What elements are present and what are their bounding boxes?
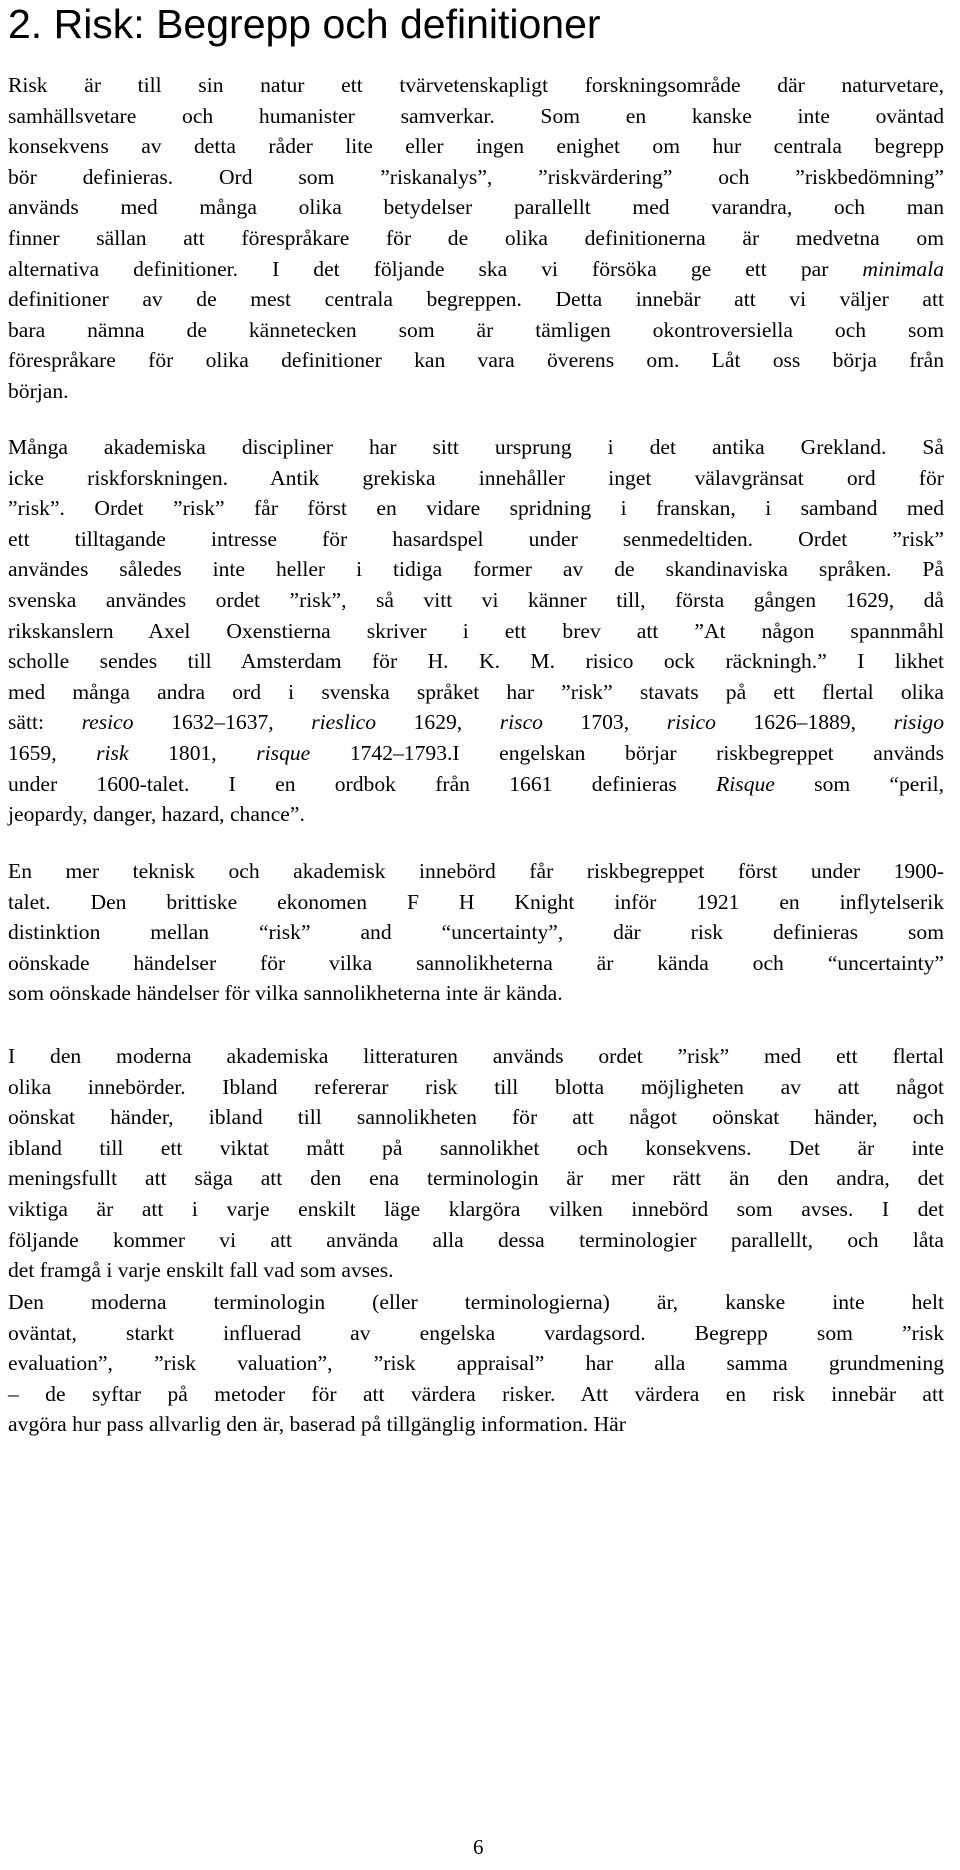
text-run: oväntat, starkt influerad av engelska vardagsord. Begrepp som ”risk <box>8 1320 944 1345</box>
paragraph-4-line <box>8 1072 944 1102</box>
text-run: samhällsvetare och humanister samverkar. Som en kanske inte oväntad <box>8 103 944 128</box>
paragraph-4-line <box>8 1102 944 1132</box>
text-run: konsekvens av detta råder lite eller ingen enighet om hur centrala begrepp <box>8 134 944 159</box>
text-run: användes således inte heller i tidiga former av de skandinaviska språken. På <box>8 557 944 582</box>
text-run: scholle sendes till Amsterdam för H. K. M. risico ock räckningh.” I likhet <box>8 649 944 674</box>
italic-term: risico <box>666 710 716 735</box>
text-run: finner sällan att förespråkare för de olika definitionerna är medvetna om <box>8 226 944 250</box>
section-heading: 2. Risk: Begrepp och definitioner <box>8 1 601 47</box>
page-number: 6 <box>473 1835 484 1859</box>
paragraph-1-line <box>8 192 944 222</box>
text-run: ibland till ett viktat mått på sannolikhet och konsekvens. Det är inte <box>8 1135 944 1160</box>
paragraph-2-line <box>8 738 944 768</box>
paragraph-2-line <box>8 677 944 707</box>
text-run: olika innebörder. Ibland refererar risk till blotta möjligheten av att något <box>8 1074 944 1099</box>
paragraph-1-line <box>8 70 944 100</box>
paragraph-2-line <box>8 524 944 554</box>
text-run: 1632–1637, <box>133 710 312 735</box>
paragraph-5-line <box>8 1409 626 1439</box>
text-run: En mer teknisk och akademisk innebörd får riskbegreppet först under 1900- <box>8 859 944 883</box>
italic-term: resico <box>81 710 134 735</box>
paragraph-2-line <box>8 646 944 676</box>
text-run: viktiga är att i varje enskilt läge klargöra vilken innebörd som avses. I det <box>8 1197 944 1221</box>
paragraph-1-line <box>8 284 944 314</box>
text-run: Den moderna terminologin (eller terminologierna) är, kanske inte helt <box>8 1290 944 1314</box>
text-run: 1659, <box>8 741 97 765</box>
text-run: används med många olika betydelser parallellt med varandra, och man <box>8 195 944 220</box>
text-run: 1703, <box>542 710 667 735</box>
paragraph-1-line <box>8 131 944 161</box>
text-run: ”risk”. Ordet ”risk” får först en vidare spridning i franskan, i samband med <box>8 496 944 521</box>
italic-term: risk <box>96 741 129 765</box>
text-run: evaluation”, ”risk valuation”, ”risk appraisal” har alla samma grundmening <box>8 1351 944 1376</box>
text-run: Många akademiska discipliner har sitt ursprung i det antika Grekland. Så <box>8 435 944 459</box>
paragraph-1-line <box>8 376 69 406</box>
paragraph-2-line <box>8 585 944 615</box>
document-page <box>8 0 952 1870</box>
paragraph-4-line <box>8 1133 944 1163</box>
paragraph-4-line <box>8 1225 944 1255</box>
italic-term: minimala <box>862 256 944 281</box>
paragraph-1-line <box>8 162 944 192</box>
text-run: avgöra hur pass allvarlig den är, baserad på tillgänglig information. Här <box>8 1412 626 1437</box>
text-run: början. <box>8 379 69 403</box>
text-run: ett tilltagande intresse för hasardspel under senmedeltiden. Ordet ”risk” <box>8 526 944 551</box>
text-run: oönskat händer, ibland till sannolikheten för att något oönskat händer, och <box>8 1105 944 1130</box>
paragraph-3-line <box>8 917 944 947</box>
text-run: under 1600-talet. I en ordbok från 1661 definieras <box>8 771 717 796</box>
paragraph-1-line <box>8 345 944 375</box>
paragraph-2-line <box>8 707 944 737</box>
paragraph-4-line <box>8 1255 394 1285</box>
text-run: oönskade händelser för vilka sannolikheterna är kända och “uncertainty” <box>8 950 944 975</box>
italic-term: rieslico <box>311 710 377 735</box>
paragraph-2-line <box>8 799 305 829</box>
paragraph-3-line <box>8 856 944 886</box>
text-run: I den moderna akademiska litteraturen används ordet ”risk” med ett flertal <box>8 1044 944 1068</box>
paragraph-4-line <box>8 1041 944 1071</box>
text-run: med många andra ord i svenska språket har ”risk” stavats på ett flertal olika <box>8 679 944 704</box>
paragraph-2-line <box>8 769 944 799</box>
text-run: talet. Den brittiske ekonomen F H Knight inför 1921 en inflytelserik <box>8 889 944 914</box>
paragraph-2-line <box>8 616 944 646</box>
paragraph-4-line <box>8 1163 944 1193</box>
paragraph-5-line <box>8 1348 944 1378</box>
paragraph-1-line <box>8 254 944 284</box>
paragraph-1-line <box>8 315 944 345</box>
italic-term: Risque <box>716 771 775 796</box>
text-run: – de syftar på metoder för att värdera risker. Att värdera en risk innebär att <box>8 1381 944 1406</box>
italic-term: risque <box>256 741 311 765</box>
text-run: Risk är till sin natur ett tvärvetenskapligt forskningsområde där naturvetare, <box>8 73 944 97</box>
text-run: 1629, <box>376 710 500 735</box>
paragraph-2-line <box>8 493 944 523</box>
text-run: det framgå i varje enskilt fall vad som avses. <box>8 1258 394 1283</box>
paragraph-2-line <box>8 432 944 462</box>
italic-term: risigo <box>893 710 945 735</box>
text-run: som “peril, <box>774 771 944 796</box>
text-run: rikskanslern Axel Oxenstierna skriver i ett brev att ”At någon spannmåhl <box>8 618 944 643</box>
paragraph-5-line <box>8 1318 944 1348</box>
paragraph-1-line <box>8 223 944 253</box>
paragraph-3-line <box>8 978 563 1008</box>
text-run: 1626–1889, <box>715 710 894 735</box>
text-run: förespråkare för olika definitioner kan vara överens om. Låt oss börja från <box>8 348 944 373</box>
text-run: distinktion mellan “risk” and “uncertainty”, där risk definieras som <box>8 920 944 945</box>
text-run: bör definieras. Ord som ”riskanalys”, ”riskvärdering” och ”riskbedömning” <box>8 164 944 189</box>
text-run: definitioner av de mest centrala begreppen. Detta innebär att vi väljer att <box>8 287 944 312</box>
text-run: 1742–1793.I engelskan börjar riskbegreppet används <box>310 741 945 765</box>
paragraph-2-line <box>8 554 944 584</box>
paragraph-2-line <box>8 463 944 493</box>
paragraph-3-line <box>8 948 944 978</box>
text-run: meningsfullt att säga att den ena terminologin är mer rätt än den andra, det <box>8 1166 944 1191</box>
text-run: följande kommer vi att använda alla dessa terminologier parallellt, och låta <box>8 1227 944 1252</box>
text-run: som oönskade händelser för vilka sannolikheterna inte är kända. <box>8 981 563 1006</box>
paragraph-3-line <box>8 887 944 917</box>
text-run: bara nämna de kännetecken som är tämligen okontroversiella och som <box>8 317 944 342</box>
text-run: jeopardy, danger, hazard, chance”. <box>8 802 305 827</box>
paragraph-1-line <box>8 101 944 131</box>
text-run: sätt: <box>8 710 82 735</box>
italic-term: risco <box>499 710 543 735</box>
text-run: alternativa definitioner. I det följande ska vi försöka ge ett par <box>8 256 863 281</box>
text-run: 1801, <box>128 741 257 765</box>
paragraph-5-line <box>8 1379 944 1409</box>
paragraph-4-line <box>8 1194 944 1224</box>
paragraph-5-line <box>8 1287 944 1317</box>
text-run: svenska användes ordet ”risk”, så vitt vi känner till, första gången 1629, då <box>8 588 944 612</box>
text-run: icke riskforskningen. Antik grekiska innehåller inget välavgränsat ord för <box>8 465 944 490</box>
